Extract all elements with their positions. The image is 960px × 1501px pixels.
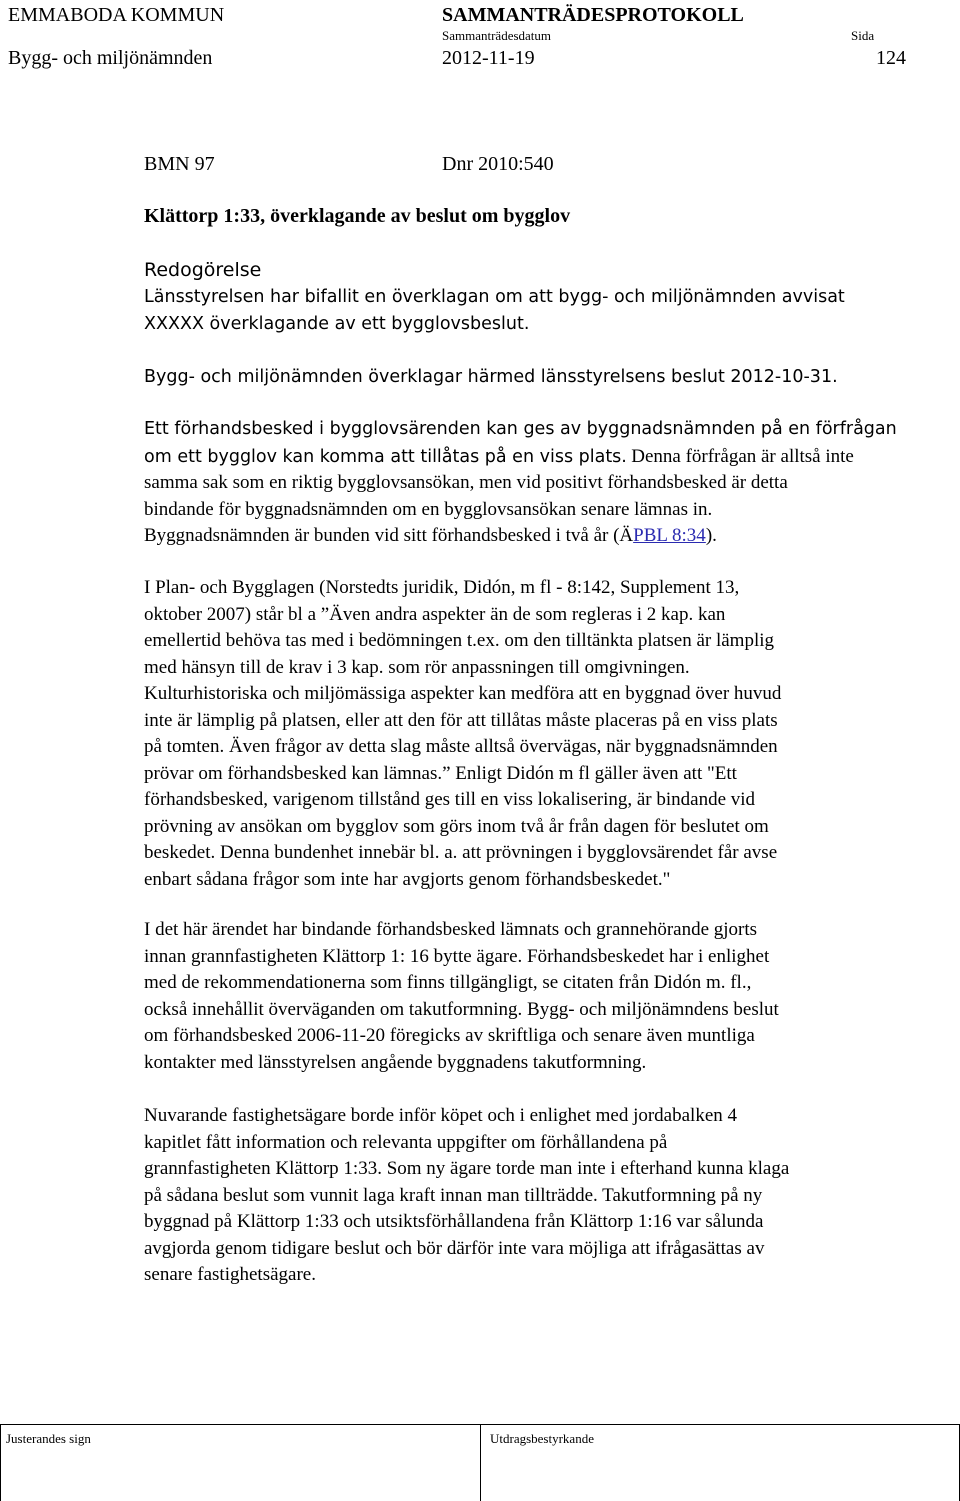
- footer-divider-middle: [480, 1424, 481, 1501]
- org-name: EMMABODA KOMMUN: [8, 4, 225, 26]
- paragraph-line: I Plan- och Bygglagen (Norstedts juridik, Didón, m fl - 8:142, Supplement 13,: [144, 577, 740, 598]
- paragraph-line: om förhandsbesked 2006-11-20 föregicks av skriftliga och senare även muntliga: [144, 1025, 755, 1046]
- paragraph-6: [144, 1103, 934, 1289]
- paragraph-4: [144, 575, 934, 893]
- section-label: Redogörelse: [144, 259, 262, 281]
- pbl-link[interactable]: PBL 8:34: [633, 525, 706, 546]
- paragraph-2: [144, 364, 934, 391]
- paragraph-line: Kulturhistoriska och miljömässiga aspekter kan medföra att en byggnad över huvud: [144, 683, 782, 704]
- paragraph-segment: om ett bygglov kan komma att tillåtas på en viss plats.: [144, 446, 627, 467]
- paragraph-line: [144, 523, 934, 550]
- paragraph-line: beskedet. Denna bundenhet innebär bl. a. att prövningen i bygglovsärendet får avse: [144, 842, 778, 863]
- paragraph-line: Länsstyrelsen har bifallit en överklagan om att bygg- och miljönämnden avvisat: [144, 287, 845, 307]
- paragraph-segment: ).: [705, 525, 717, 546]
- paragraph-line: avgjorda genom tidigare beslut och bör därför inte vara möjliga att ifrågasättas av: [144, 1237, 765, 1259]
- paragraph-line: Ett förhandsbesked i bygglovsärenden kan ges av byggnadsnämnden på en förfrågan: [144, 419, 897, 439]
- paragraph-line: grannfastigheten Klättorp 1:33. Som ny ägare torde man inte i efterhand kunna klaga: [144, 1158, 790, 1179]
- paragraph-line: I det här ärendet har bindande förhandsbesked lämnats och grannehörande gjorts: [144, 919, 758, 940]
- paragraph-line: på tomten. Även frågor av detta slag måste alltså övervägas, när byggnadsnämnden: [144, 736, 778, 757]
- paragraph-line: med de rekommendationerna som finns tillgängligt, se citaten från Didón m. fl.,: [144, 972, 752, 993]
- paragraph-line: innan grannfastigheten Klättorp 1: 16 bytte ägare. Förhandsbeskedet har i enlighet: [144, 945, 770, 967]
- page-label: Sida: [851, 28, 875, 43]
- paragraph-line: förhandsbesked, varigenom tillstånd ges till en viss lokalisering, är bindande vid: [144, 789, 756, 810]
- paragraph-line: samma sak som en riktig bygglovsansökan, men vid positivt förhandsbesked är detta: [144, 472, 788, 493]
- paragraph-line: inte är lämplig på platsen, eller att den för att tillåtas måste placeras på en viss plats: [144, 709, 778, 731]
- page-number: 124: [876, 47, 906, 69]
- meeting-date: 2012-11-19: [442, 47, 535, 69]
- paragraph-line: bindande för byggnadsnämnden om en bygglovsansökan senare lämnas in.: [144, 498, 713, 520]
- paragraph-line: också innehållit överväganden om takutformning. Bygg- och miljönämndens beslut: [144, 998, 779, 1020]
- paragraph-line: senare fastighetsägare.: [144, 1264, 316, 1285]
- paragraph-line: emellertid behöva tas med i bedömningen t.ex. om den tilltänkta platsen är lämplig: [144, 630, 774, 651]
- paragraph-line: XXXXX överklagande av ett bygglovsbeslut.: [144, 313, 530, 334]
- paragraph-line: byggnad på Klättorp 1:33 och utsiktsförhållandena från Klättorp 1:16 var sålunda: [144, 1211, 764, 1232]
- paragraph-segment: Denna förfrågan är alltså inte: [631, 445, 854, 467]
- paragraph-segment: Byggnadsnämnden är bunden vid sitt förhandsbesked i två år (Ä: [144, 525, 634, 546]
- paragraph-line: på sådana beslut som vunnit laga kraft innan man tillträdde. Takutformning på ny: [144, 1184, 763, 1206]
- paragraph-line: Bygg- och miljönämnden överklagar härmed länsstyrelsens beslut 2012-10-31.: [144, 367, 838, 387]
- extract-label: Utdragsbestyrkande: [490, 1431, 594, 1446]
- committee-name: Bygg- och miljönämnden: [8, 47, 213, 69]
- footer-divider-left: [0, 1424, 1, 1501]
- paragraph-line: enbart sådana frågor som inte har avgjorts genom förhandsbeskedet.": [144, 868, 671, 890]
- case-title: Klättorp 1:33, överklagande av beslut om bygglov: [144, 205, 571, 227]
- document-type: SAMMANTRÄDESPROTOKOLL: [442, 4, 744, 26]
- dnr-number: Dnr 2010:540: [442, 153, 554, 175]
- paragraph-line: Nuvarande fastighetsägare borde inför köpet och i enlighet med jordabalken 4: [144, 1105, 738, 1126]
- paragraph-line: med hänsyn till de krav i 3 kap. som rör anpassningen till omgivningen.: [144, 656, 690, 678]
- paragraph-line: prövar om förhandsbesked kan lämnas.” Enligt Didón m fl gäller även att "Ett: [144, 762, 737, 784]
- paragraph-line: oktober 2007) står bl a ”Även andra aspekter än de som regleras i 2 kap. kan: [144, 603, 726, 625]
- paragraph-line: kontakter med länsstyrelsen angående byggnadens takutformning.: [144, 1051, 647, 1073]
- paragraph-5: [144, 917, 934, 1076]
- paragraph-line: kapitlet fått information och relevanta uppgifter om förhållandena på: [144, 1131, 668, 1153]
- paragraph-line: prövning av ansökan om bygglov som görs inom två år från dagen för beslutet om: [144, 815, 769, 837]
- paragraph-3: [144, 416, 934, 550]
- date-label: Sammanträdesdatum: [442, 28, 552, 43]
- paragraph-1: [144, 284, 934, 337]
- case-number: BMN 97: [144, 153, 215, 175]
- paragraph-line: [144, 443, 934, 471]
- sign-label: Justerandes sign: [6, 1431, 91, 1446]
